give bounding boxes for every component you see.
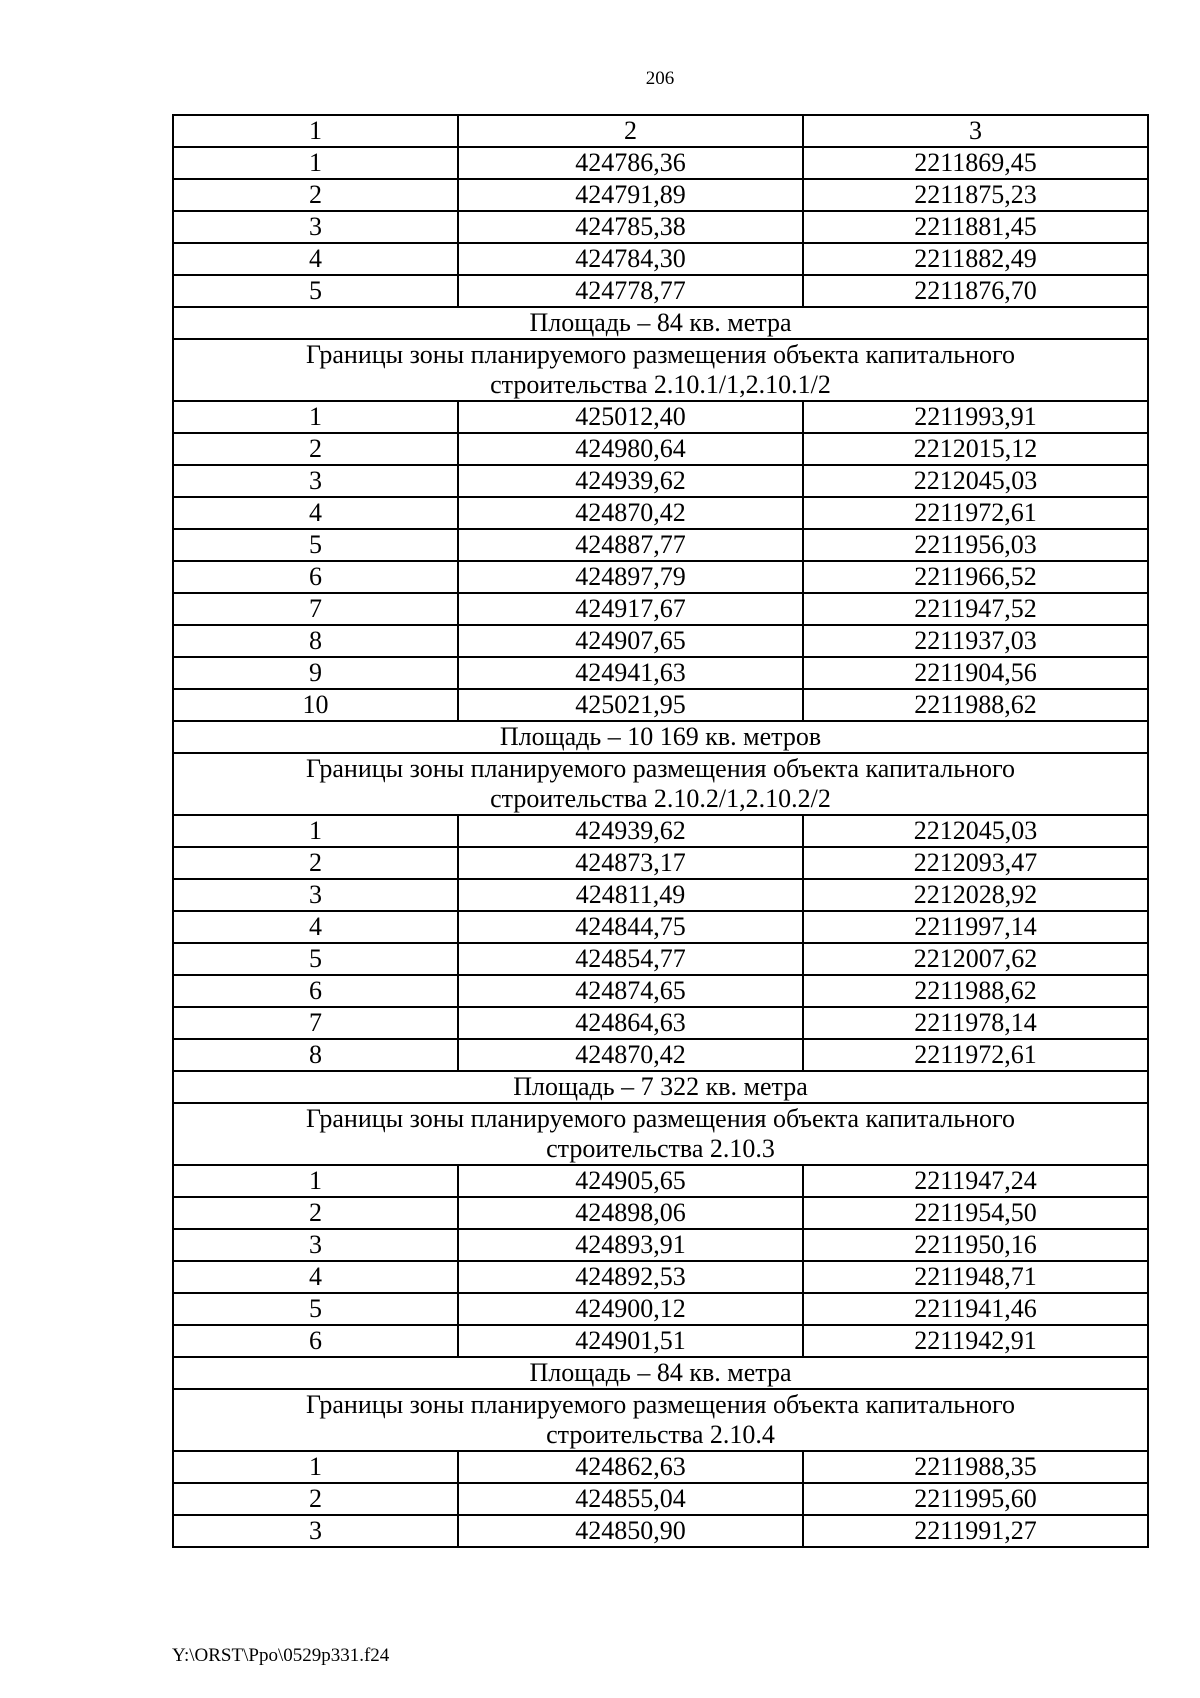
- table-row: [173, 847, 1148, 879]
- header-cell-point: 1: [173, 115, 458, 147]
- table-row: [173, 815, 1148, 847]
- point-number-cell: 9: [173, 657, 458, 689]
- header-cell-x: 2: [458, 115, 803, 147]
- x-coordinate-cell: 424898,06: [458, 1197, 803, 1229]
- zone-title-line: строительства 2.10.4: [546, 1420, 775, 1449]
- x-coordinate-cell: 424873,17: [458, 847, 803, 879]
- table-row: [173, 1325, 1148, 1357]
- y-coordinate-cell: 2211988,62: [803, 975, 1148, 1007]
- table-row: [173, 243, 1148, 275]
- y-coordinate-cell: 2212093,47: [803, 847, 1148, 879]
- area-row: [173, 307, 1148, 339]
- y-coordinate-cell: 2211956,03: [803, 529, 1148, 561]
- point-number-cell: 2: [173, 1197, 458, 1229]
- point-number-cell: 1: [173, 1451, 458, 1483]
- y-coordinate-cell: 2212045,03: [803, 465, 1148, 497]
- coordinates-table: [172, 114, 1149, 1548]
- x-coordinate-cell: 424905,65: [458, 1165, 803, 1197]
- zone-title-cell: [173, 1103, 1148, 1165]
- table-row: [173, 1039, 1148, 1071]
- table-row: [173, 689, 1148, 721]
- point-number-cell: 8: [173, 1039, 458, 1071]
- table-row: [173, 401, 1148, 433]
- y-coordinate-cell: 2211882,49: [803, 243, 1148, 275]
- point-number-cell: 1: [173, 401, 458, 433]
- table-row: [173, 625, 1148, 657]
- table-row: [173, 1261, 1148, 1293]
- point-number-cell: 5: [173, 529, 458, 561]
- point-number-cell: 3: [173, 1515, 458, 1547]
- y-coordinate-cell: 2211881,45: [803, 211, 1148, 243]
- x-coordinate-cell: 425021,95: [458, 689, 803, 721]
- table-row: [173, 1451, 1148, 1483]
- area-row: [173, 1071, 1148, 1103]
- y-coordinate-cell: 2211876,70: [803, 275, 1148, 307]
- zone-title-row: [173, 1389, 1148, 1451]
- x-coordinate-cell: 424870,42: [458, 497, 803, 529]
- point-number-cell: 5: [173, 943, 458, 975]
- table-row: [173, 943, 1148, 975]
- y-coordinate-cell: 2211991,27: [803, 1515, 1148, 1547]
- point-number-cell: 7: [173, 1007, 458, 1039]
- point-number-cell: 4: [173, 243, 458, 275]
- y-coordinate-cell: 2211997,14: [803, 911, 1148, 943]
- zone-title-line: строительства 2.10.1/1,2.10.1/2: [490, 370, 831, 399]
- point-number-cell: 3: [173, 465, 458, 497]
- table-row: [173, 433, 1148, 465]
- zone-title-line: Границы зоны планируемого размещения объекта капитального: [305, 1104, 1016, 1133]
- x-coordinate-cell: 425012,40: [458, 401, 803, 433]
- table-row: [173, 1197, 1148, 1229]
- x-coordinate-cell: 424785,38: [458, 211, 803, 243]
- point-number-cell: 6: [173, 561, 458, 593]
- point-number-cell: 4: [173, 1261, 458, 1293]
- point-number-cell: 1: [173, 1165, 458, 1197]
- point-number-cell: 2: [173, 433, 458, 465]
- y-coordinate-cell: 2211978,14: [803, 1007, 1148, 1039]
- y-coordinate-cell: 2211875,23: [803, 179, 1148, 211]
- area-cell: Площадь – 84 кв. метра: [173, 307, 1148, 339]
- x-coordinate-cell: 424844,75: [458, 911, 803, 943]
- y-coordinate-cell: 2212028,92: [803, 879, 1148, 911]
- table-row: [173, 975, 1148, 1007]
- point-number-cell: 3: [173, 1229, 458, 1261]
- point-number-cell: 8: [173, 625, 458, 657]
- y-coordinate-cell: 2211947,24: [803, 1165, 1148, 1197]
- zone-title-line: строительства 2.10.3: [546, 1134, 775, 1163]
- x-coordinate-cell: 424893,91: [458, 1229, 803, 1261]
- y-coordinate-cell: 2211904,56: [803, 657, 1148, 689]
- x-coordinate-cell: 424892,53: [458, 1261, 803, 1293]
- table-row: [173, 1007, 1148, 1039]
- table-row: [173, 529, 1148, 561]
- x-coordinate-cell: 424897,79: [458, 561, 803, 593]
- point-number-cell: 6: [173, 975, 458, 1007]
- file-path-footer: Y:\ORST\Ppo\0529p331.f24: [172, 1645, 390, 1666]
- area-cell: Площадь – 7 322 кв. метра: [173, 1071, 1148, 1103]
- point-number-cell: 3: [173, 879, 458, 911]
- point-number-cell: 5: [173, 275, 458, 307]
- x-coordinate-cell: 424980,64: [458, 433, 803, 465]
- table-row: [173, 657, 1148, 689]
- x-coordinate-cell: 424811,49: [458, 879, 803, 911]
- x-coordinate-cell: 424900,12: [458, 1293, 803, 1325]
- zone-title-line: строительства 2.10.2/1,2.10.2/2: [490, 784, 831, 813]
- y-coordinate-cell: 2211972,61: [803, 1039, 1148, 1071]
- x-coordinate-cell: 424778,77: [458, 275, 803, 307]
- zone-title-line: Границы зоны планируемого размещения объекта капитального: [305, 754, 1016, 783]
- page-number: 206: [645, 68, 675, 89]
- x-coordinate-cell: 424855,04: [458, 1483, 803, 1515]
- area-row: [173, 721, 1148, 753]
- point-number-cell: 1: [173, 815, 458, 847]
- table-row: [173, 1515, 1148, 1547]
- table-row: [173, 147, 1148, 179]
- x-coordinate-cell: 424850,90: [458, 1515, 803, 1547]
- y-coordinate-cell: 2211941,46: [803, 1293, 1148, 1325]
- y-coordinate-cell: 2211993,91: [803, 401, 1148, 433]
- x-coordinate-cell: 424874,65: [458, 975, 803, 1007]
- x-coordinate-cell: 424862,63: [458, 1451, 803, 1483]
- table-row: [173, 497, 1148, 529]
- zone-title-row: [173, 1103, 1148, 1165]
- y-coordinate-cell: 2211972,61: [803, 497, 1148, 529]
- point-number-cell: 1: [173, 147, 458, 179]
- y-coordinate-cell: 2211988,35: [803, 1451, 1148, 1483]
- x-coordinate-cell: 424784,30: [458, 243, 803, 275]
- table-row: [173, 561, 1148, 593]
- point-number-cell: 4: [173, 911, 458, 943]
- table-row: [173, 179, 1148, 211]
- y-coordinate-cell: 2211942,91: [803, 1325, 1148, 1357]
- x-coordinate-cell: 424901,51: [458, 1325, 803, 1357]
- y-coordinate-cell: 2211954,50: [803, 1197, 1148, 1229]
- zone-title-cell: [173, 753, 1148, 815]
- table-row: [173, 275, 1148, 307]
- y-coordinate-cell: 2211937,03: [803, 625, 1148, 657]
- point-number-cell: 6: [173, 1325, 458, 1357]
- point-number-cell: 2: [173, 847, 458, 879]
- point-number-cell: 10: [173, 689, 458, 721]
- zone-title-cell: [173, 339, 1148, 401]
- x-coordinate-cell: 424786,36: [458, 147, 803, 179]
- table-row: [173, 465, 1148, 497]
- point-number-cell: 5: [173, 1293, 458, 1325]
- point-number-cell: 4: [173, 497, 458, 529]
- x-coordinate-cell: 424791,89: [458, 179, 803, 211]
- x-coordinate-cell: 424941,63: [458, 657, 803, 689]
- zone-title-line: Границы зоны планируемого размещения объекта капитального: [305, 1390, 1016, 1419]
- x-coordinate-cell: 424939,62: [458, 465, 803, 497]
- y-coordinate-cell: 2211947,52: [803, 593, 1148, 625]
- table-row: [173, 211, 1148, 243]
- y-coordinate-cell: 2211995,60: [803, 1483, 1148, 1515]
- x-coordinate-cell: 424870,42: [458, 1039, 803, 1071]
- y-coordinate-cell: 2212045,03: [803, 815, 1148, 847]
- table-row: [173, 879, 1148, 911]
- zone-title-row: [173, 339, 1148, 401]
- y-coordinate-cell: 2211988,62: [803, 689, 1148, 721]
- point-number-cell: 2: [173, 179, 458, 211]
- area-cell: Площадь – 84 кв. метра: [173, 1357, 1148, 1389]
- x-coordinate-cell: 424917,67: [458, 593, 803, 625]
- header-cell-y: 3: [803, 115, 1148, 147]
- table-row: [173, 911, 1148, 943]
- y-coordinate-cell: 2211966,52: [803, 561, 1148, 593]
- zone-title-line: Границы зоны планируемого размещения объекта капитального: [305, 340, 1016, 369]
- x-coordinate-cell: 424907,65: [458, 625, 803, 657]
- y-coordinate-cell: 2211950,16: [803, 1229, 1148, 1261]
- point-number-cell: 3: [173, 211, 458, 243]
- y-coordinate-cell: 2211948,71: [803, 1261, 1148, 1293]
- y-coordinate-cell: 2211869,45: [803, 147, 1148, 179]
- y-coordinate-cell: 2212015,12: [803, 433, 1148, 465]
- y-coordinate-cell: 2212007,62: [803, 943, 1148, 975]
- point-number-cell: 7: [173, 593, 458, 625]
- coordinates-table-body: [173, 115, 1148, 1547]
- table-header-row: [173, 115, 1148, 147]
- x-coordinate-cell: 424939,62: [458, 815, 803, 847]
- area-row: [173, 1357, 1148, 1389]
- table-row: [173, 593, 1148, 625]
- point-number-cell: 2: [173, 1483, 458, 1515]
- x-coordinate-cell: 424887,77: [458, 529, 803, 561]
- table-row: [173, 1229, 1148, 1261]
- table-row: [173, 1293, 1148, 1325]
- x-coordinate-cell: 424864,63: [458, 1007, 803, 1039]
- x-coordinate-cell: 424854,77: [458, 943, 803, 975]
- table-row: [173, 1165, 1148, 1197]
- area-cell: Площадь – 10 169 кв. метров: [173, 721, 1148, 753]
- table-row: [173, 1483, 1148, 1515]
- zone-title-row: [173, 753, 1148, 815]
- zone-title-cell: [173, 1389, 1148, 1451]
